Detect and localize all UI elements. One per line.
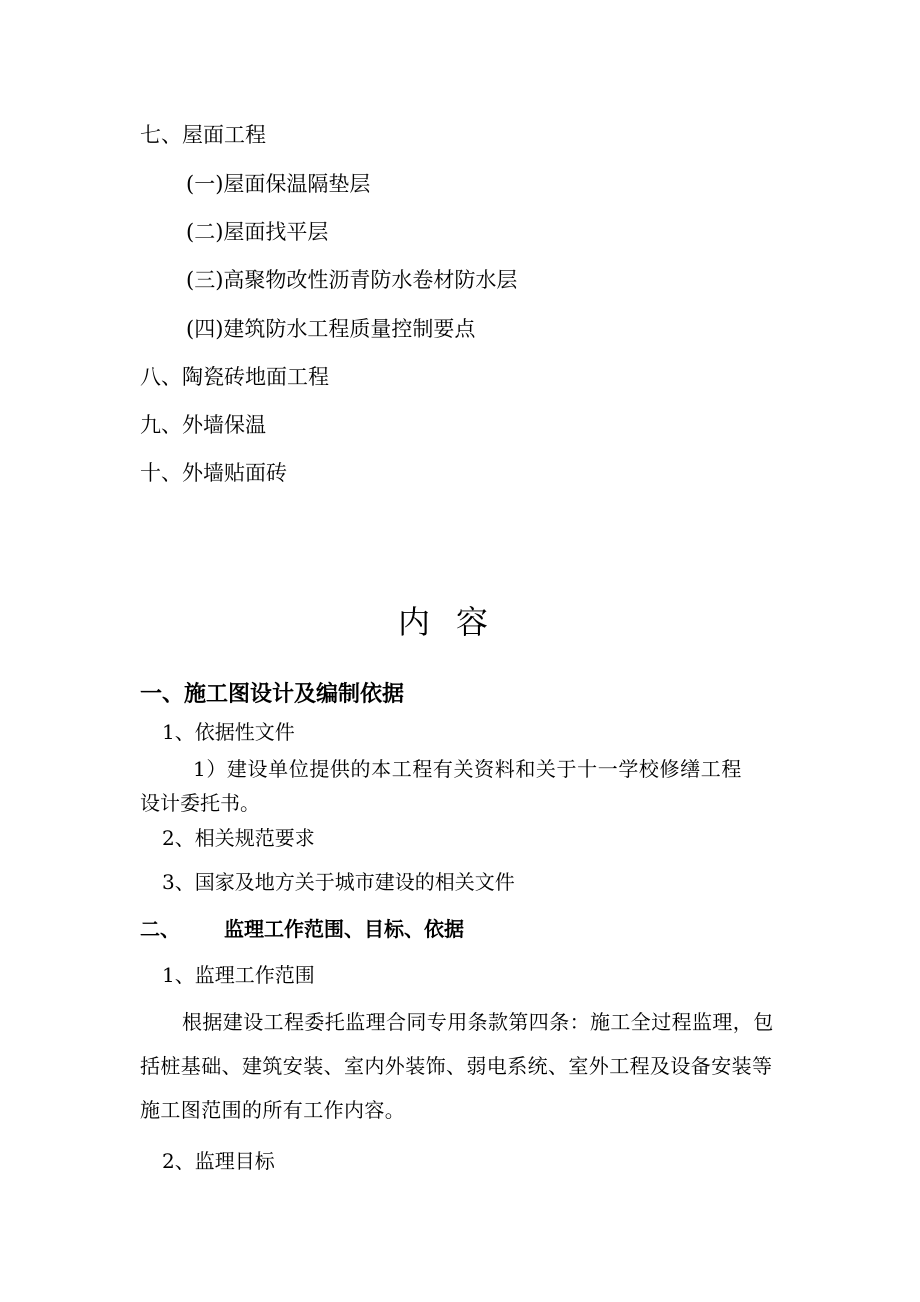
section-1-heading: 一、施工图设计及编制依据 xyxy=(140,681,405,707)
section-1-item-2: 2、相关规范要求 xyxy=(162,826,315,850)
content-title: 内容 xyxy=(398,603,515,641)
toc-item-roof: 七、屋面工程 xyxy=(140,123,266,147)
section-1-item-1-para-line-1: 1）建设单位提供的本工程有关资料和关于十一学校修缮工程 xyxy=(193,757,742,781)
section-1-item-1-para-line-2: 设计委托书。 xyxy=(140,791,260,815)
toc-item-exterior-insulation: 九、外墙保温 xyxy=(140,413,266,437)
toc-subitem-roof-insulation: (一)屋面保温隔垫层 xyxy=(186,172,371,196)
section-2-heading-number: 二、 xyxy=(140,917,180,941)
toc-item-exterior-tiles: 十、外墙贴面砖 xyxy=(140,461,287,485)
toc-subitem-roof-leveling: (二)屋面找平层 xyxy=(186,220,329,244)
section-2-item-2: 2、监理目标 xyxy=(162,1149,275,1173)
section-1-item-1: 1、依据性文件 xyxy=(162,720,295,744)
section-2-item-1: 1、监理工作范围 xyxy=(162,963,315,987)
section-2-heading xyxy=(140,919,464,939)
section-2-paragraph: 根据建设工程委托监理合同专用条款第四条：施工全过程监理，包括桩基础、建筑安装、室内外装饰、弱电系统、室外工程及设备安装等施工图范围的所有工作内容。 xyxy=(140,1010,774,1122)
toc-subitem-waterproof-qc: (四)建筑防水工程质量控制要点 xyxy=(186,317,476,341)
section-2-heading-text: 监理工作范围、目标、依据 xyxy=(224,917,464,941)
toc-subitem-roof-waterproof: (三)高聚物改性沥青防水卷材防水层 xyxy=(186,268,518,292)
toc-item-ceramic-floor: 八、陶瓷砖地面工程 xyxy=(140,365,329,389)
section-1-item-3: 3、国家及地方关于城市建设的相关文件 xyxy=(162,870,515,894)
